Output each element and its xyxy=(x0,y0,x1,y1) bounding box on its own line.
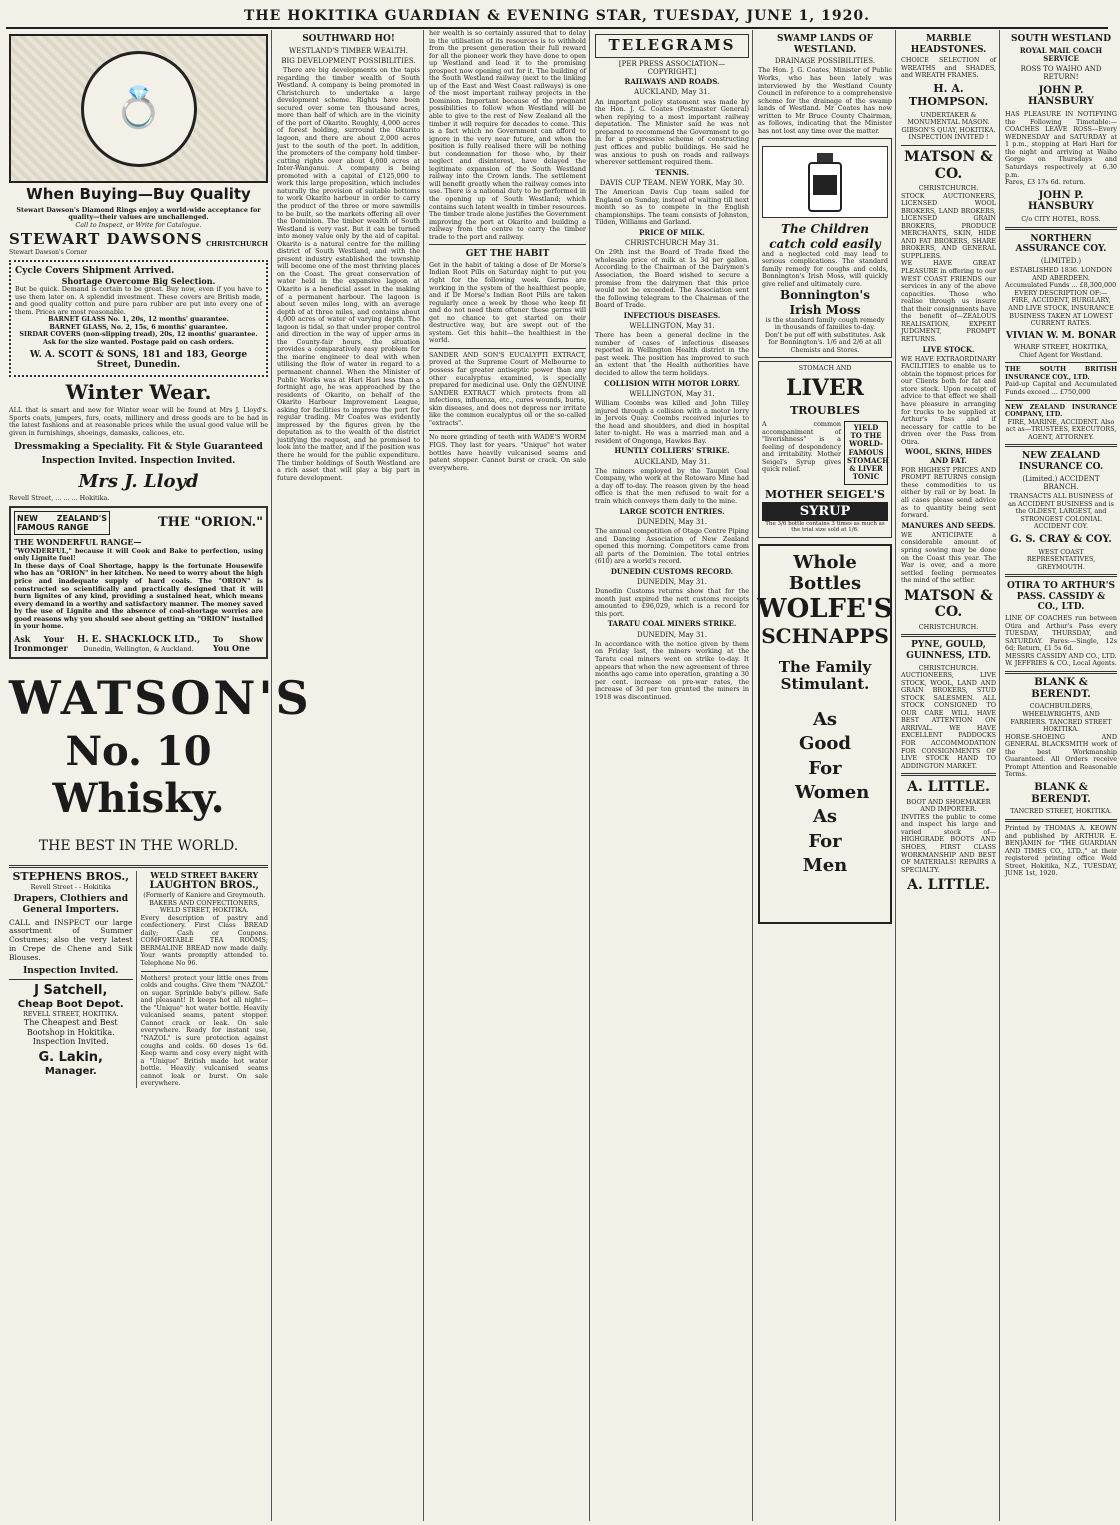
winter-addr: Revell Street, ... ... ... Hokitika. xyxy=(9,493,110,502)
pyne-body: AUCTIONEERS, LIVE STOCK, WOOL, LAND AND GRAIN BROKERS, STUD STOCK SALESMEN. ALL STOCK CONSIGNED TO OUR CARE WILL HAVE BEST ATTENTION ON ARRIVAL. WE HAVE EXCELLENT PADDOCKS FOR ACCOMMODATION FOR CONSIGNMENTS OF LIVE STOCK HAND TO ADDINGTON MARKET. xyxy=(901,671,996,770)
sb-body: Paid-up Capital and Accumulated Funds exceed ... £750,000 xyxy=(1005,380,1117,396)
little-2: A. LITTLE. xyxy=(907,877,990,894)
t1-place: AUCKLAND, May 31. xyxy=(634,88,710,97)
scotch-body: The annual competition of Otago Centre Piping and Dancing Association of New Zealand opened this morning. Competitors came from all parts of the Dominion. The total entries (610) are a world's record. xyxy=(595,527,749,566)
tennis-body: The American Davis Cup team sailed for England on Sunday, instead of waiting till next month so as to compete in the English championships. The team consists of Johnston, Tilden, Williams and Garland. xyxy=(595,188,749,227)
liver-2: LIVER xyxy=(786,375,864,402)
matson-2: MATSON & CO. xyxy=(904,587,993,621)
dawson-headline: When Buying—Buy Quality xyxy=(26,185,251,203)
orion-body: In these days of Coal Shortage, happy is the fortunate Housewife who has an "ORION" in her kitchen. No need to worry about the high price and inadequate supply of hard coals. The "ORION" is constructed so scientifically and practically designed that it will burn lignites of any kind, providing a sustained heat, which means every demand in a worthy and satisfactory manner. The money saved by the use of Lignite and the absence of coal-shortage worries are good reasons why you should see about getting an "ORION" installed in your home. xyxy=(14,561,263,631)
hansbury-sig: JOHN P. HANSBURY xyxy=(1028,189,1094,213)
inf-body: There has been a general decline in the number of cases of infectious diseases reported in Wellington Health district in the past week. The position has improved to such an extent that the Health authorities have decided to allow the term holidays. xyxy=(595,331,749,377)
scott-line3: SIRDAR COVERS (non-slipping tread), 20s, 12 months' guarantee. xyxy=(19,330,258,339)
satchell-name: J Satchell, xyxy=(34,983,108,999)
matson-city: CHRISTCHURCH. xyxy=(918,184,979,193)
satchell-body: The Cheapest and Best Bootshop in Hokitika. Inspection Invited. xyxy=(23,1018,118,1046)
scott-sub: Shortage Overcome Big Selection. xyxy=(61,275,216,286)
marble-body: CHOICE SELECTION of WREATHS and SHADES, and WREATH FRAMES. xyxy=(901,56,996,80)
dawson-ornament-image xyxy=(9,34,268,183)
matson-body2: WE HAVE GREAT PLEASURE in offering to our WEST COAST FRIENDS our services in any of the above capacities. Those who realise through us insure that their consignments have the benefit of—ZEALOUS REALISATION, EXPERT JUDGMENT, PROMPT RETURNS. xyxy=(901,259,996,343)
dawson-city: CHRISTCHURCH xyxy=(206,240,268,249)
bonar-addr: WHARF STREET, HOKITIKA, Chief Agent for Westland. xyxy=(1013,343,1109,359)
bonnington-ad xyxy=(758,138,892,358)
nac-sub: (LIMITED.) xyxy=(1040,257,1082,266)
scotch-place: DUNEDIN, May 31. xyxy=(637,517,707,526)
nac-body: EVERY DESCRIPTION OF:— FIRE, ACCIDENT, BURGLARY, AND LIVE STOCK, INSURANCE BUSINESS TAKEN AT LOWEST CURRENT RATES. xyxy=(1008,288,1114,328)
seigel-3: The 3/6 bottle contains 3 times as much as the trial size sold at 1/6. xyxy=(765,521,885,534)
column-6 xyxy=(898,30,1000,1521)
column-5 xyxy=(755,30,896,1521)
southward-continued: her wealth is so certainly assured that to delay in the utilisation of its resources is to withhold from the present generation their full reward for all the pioneer work they have done to open up Westland and lead it to the promising prospect now opening out for it. The building of the South Westland railway (next to the linking up of the East and West Coast railways) is one of the most important railway projects in the Dominion. Important because of the pregnant possibilities to follow when Westland will be able to give to the rest of New Zealand all the timber it will require for decades to come. This is a fact which no Government can afford to ignore in the very near future, and when the position is fully realised there will be nothing but condemnation for those who, by their neglect and disinterest, have delayed the legitimate expansion of the South Westland railway into the Crown lands. The settlement will benefit greatly when the railway comes into use. There is a national duty to be performed in the opening up of South Westland; which contains such latent wealth in timber resources. The timber trade alone justifies the Government improving the port at Okarito and building a railway from the centre to carry the timber trade to the port and railway. xyxy=(429,29,586,241)
liver-1: STOMACH AND xyxy=(798,364,852,373)
seigel-2: SYRUP xyxy=(762,502,888,521)
dawson-name: STEWART DAWSONS xyxy=(9,230,203,249)
lorry-body: William Coombs was killed and John Tilley injured through a collision with a motor lorry in Jervois Quay. Coombs received injuries to the head and shoulders, and died in hospital later to-night. He was a married man and a resident of Ongonga, Hawkes Bay. xyxy=(595,399,749,445)
liver-body: A common accompaniment of "liverishness" is a feeling of despondency and irritability. Mother Seigel's Syrup gives quick relief. xyxy=(762,419,841,474)
milk-head: PRICE OF MILK. xyxy=(639,227,705,237)
orion-show: To Show You One xyxy=(212,633,263,654)
huntly-head: HUNTLY COLLIERS' STRIKE. xyxy=(614,446,730,456)
bonnington-sub: is the standard family cough remedy in thousands of families to-day. xyxy=(765,315,885,332)
scott-line1: BARNET GLASS No. 1, 20s, 12 months' guarantee. xyxy=(48,315,229,324)
matson-1: MATSON & CO. xyxy=(904,148,993,182)
blank-2: BLANK & BERENDT. xyxy=(1031,781,1091,805)
telegrams-heading: TELEGRAMS xyxy=(595,34,749,58)
sb-head: THE SOUTH BRITISH INSURANCE COY., LTD. xyxy=(1005,365,1117,381)
orion-quote: "WONDERFUL," because it will Cook and Bake to perfection, using only Lignite fuel! xyxy=(14,546,263,563)
orion-name: THE "ORION." xyxy=(157,515,263,531)
stephens-trade: Drapers, Clothiers and General Importers. xyxy=(13,894,128,915)
scotch-head: LARGE SCOTCH ENTRIES. xyxy=(619,506,725,516)
wool-head: WOOL, SKINS, HIDES AND FAT. xyxy=(905,447,992,465)
scott-ad xyxy=(9,260,268,377)
column-3 xyxy=(426,30,590,1521)
scott-name: W. A. SCOTT & SONS, 181 and 183, George Street, Dunedin. xyxy=(29,349,248,371)
children-title: The Children catch cold easily xyxy=(769,222,881,251)
orion-ask: Ask Your Ironmonger xyxy=(14,633,68,654)
customs-body: Dunedin Customs returns show that for the month just expired the nett customs receipts amounted to £96,029, which is a record for this port. xyxy=(595,587,749,618)
otira-body: LINE OF COACHES run between Otira and Arthur's Pass every TUESDAY, THURSDAY, and SATURDAY. Fares:—Single, 12s 6d; Return, £1 5s 6d. xyxy=(1005,614,1117,653)
bakery-name: LAUGHTON BROS., xyxy=(149,880,260,892)
manures-head: MANURES AND SEEDS. xyxy=(901,520,996,530)
pyne-city: CHRISTCHURCH. xyxy=(918,663,979,672)
scott-line4: Ask for the size wanted. Postage paid on cash orders. xyxy=(43,337,234,346)
t1-body: An important policy statement was made by the Hon. J. G. Coates (Postmaster General) when replying to a most important railway deputation. The Minister said he was not prepared to recommend the Government to go in for a progressive scheme of constructing just offices and public buildings. He said he was anxious to push on roads and railways wherever settlement required them. xyxy=(595,97,749,167)
manures-body: WE ANTICIPATE a considerable amount of spring sowing may be done on the Coast this year. The War is over, and a more settled feeling permeates the mind of the settler. xyxy=(901,530,996,585)
winter-name: Mrs J. Lloyd xyxy=(78,470,199,492)
satchell-mgr-name: G. Lakin, xyxy=(38,1050,103,1066)
blank-1: BLANK & BERENDT. xyxy=(1031,676,1091,700)
customs-head: DUNEDIN CUSTOMS RECORD. xyxy=(610,566,734,576)
stephens-body: CALL and INSPECT our large assortment of Summer Costumes; also the very latest in Crepe de Chene and Silk Blouses. xyxy=(9,917,133,962)
orion-firm: H. E. SHACKLOCK LTD., xyxy=(76,635,201,646)
bakery-body: Every description of pastry and confectionery. First Class BREAD daily; Cash or Coupons. COMFORTABLE TEA ROOMS; BERMALINE BREAD now made daily. Your wants promptly attended to. Telephone No 96. xyxy=(140,913,268,968)
winter-body: ALL that is smart and new for Winter wear will be found at Mrs J. Lloyd's. Sports coats, jumpers, furs, coats, millinery and dress goods are to be had in the latest fashions and at reasonable prices while the usual good value will be given in furnishings, shoeings, damasks, calicoes, etc. xyxy=(9,406,268,437)
blank-body2: HORSE-SHOEING AND GENERAL BLACKSMITH work of the best Workmanship Guaranteed. All Orders receive Prompt Attention and Reasonable Terms. xyxy=(1005,732,1117,779)
hansbury-fares: Fares, £3 17s 6d. return. xyxy=(1005,178,1086,187)
seigel-1: MOTHER SEIGEL'S xyxy=(765,487,885,501)
pyne-1: PYNE, GOULD, GUINNESS, LTD. xyxy=(906,640,991,661)
satchell-trade: Cheap Boot Depot. xyxy=(17,998,124,1010)
taratu-body: In accordance with the notice given by them on Friday last, the miners working at the Taratu coal miners went on strike to-day. It appears that when the new agreement of three months ago came into operation, granting a 30 per cent. increase on pre-war rates, the increase of 3d per ton granted the miners in 1918 was discontinued. xyxy=(595,639,749,701)
southward-sub2: BIG DEVELOPMENT POSSIBILITIES. xyxy=(281,56,416,65)
tennis-sub: DAVIS CUP TEAM. NEW YORK, May 30. xyxy=(599,178,745,187)
bonar: VIVIAN W. M. BONAR xyxy=(1005,330,1117,341)
t1-head: RAILWAYS AND ROADS. xyxy=(624,77,720,87)
bakery-formerly: (Formerly of Kaniere and Greymouth. xyxy=(143,891,266,900)
masthead-title: THE HOKITIKA GUARDIAN & EVENING STAR, TUESDAY, JUNE 1, 1920. xyxy=(6,4,1108,29)
bakery-trade: BAKERS AND CONFECTIONERS, WELD STREET, HOKITIKA. xyxy=(149,898,260,915)
dawson-call: Call to Inspect, or Write for Catalogue. xyxy=(75,220,202,229)
sanders-body: SANDER AND SON'S EUCALYPTI EXTRACT, proved at the Supreme Court of Melbourne to possess far greater antiseptic power than any other eucalyptus examined, is specially prepared for medicinal use. Only the GENUINE SANDER EXTRACT which protects from all infections, influenza, etc., cures wounds, burns, skin diseases, and does not depress nor irritate like the common eucalyptus oil or the so-called "extracts". xyxy=(429,350,586,427)
nz-body: FIRE, MARINE, ACCIDENT. Also act as—TRUSTEES, EXECUTORS, AGENT, ATTORNEY. xyxy=(1005,417,1117,441)
little-sub: BOOT AND SHOEMAKER AND IMPORTER. xyxy=(906,797,991,814)
stephens-name: STEPHENS BROS., xyxy=(12,869,130,883)
swamp-head: SWAMP LANDS OF WESTLAND. xyxy=(776,34,874,55)
bonnington-ask: Don't be put off with substitutes. Ask for Bonnington's. 1/6 and 2/6 at all Chemists and Stores. xyxy=(764,330,886,354)
watson-3: THE BEST IN THE WORLD. xyxy=(38,838,239,855)
matson-city2: CHRISTCHURCH. xyxy=(918,622,979,631)
hansbury-body: HAS PLEASURE IN NOTIFYING the Following Timetable:— COACHES LEAVE ROSS—Every WEDNESDAY and SATURDAY at 1 p.m., stopping at Hari Hari for the night and arriving at Waiho Gorge on Thursdays and Saturdays respectively at 6.30 p.m. xyxy=(1005,110,1117,179)
winter-inspect: Inspection Invited. Inspection Invited. xyxy=(41,456,236,467)
column-2 xyxy=(274,30,424,1521)
huntly-place: AUCKLAND, May 31. xyxy=(634,457,710,466)
nac-est: ESTABLISHED 1836. LONDON AND ABERDEEN. xyxy=(1009,266,1113,282)
wolfe-5: As Good For Women As For Men xyxy=(795,709,870,876)
scott-line2: BARNET GLASS, No. 2, 15s, 6 months' guarantee. xyxy=(49,322,228,331)
column-4 xyxy=(592,30,753,1521)
customs-place: DUNEDIN, May 31. xyxy=(637,578,707,586)
telegrams-press: [PER PRESS ASSOCIATION—COPYRIGHT.] xyxy=(618,59,726,76)
winter-line: Dressmaking a Speciality. Fit & Style Guaranteed xyxy=(14,441,263,452)
southward-sub1: WESTLAND'S TIMBER WEALTH. xyxy=(289,46,408,55)
stephens-addr: Revell Street - - Hokitika xyxy=(30,882,111,891)
live-body: WE HAVE EXTRAORDINARY FACILITIES to enable us to obtain the topmost prices for our Clients both for fat and store stock. Upon receipt of advice to that effect we shall have pleasure in arranging for trucks to be supplied at Arthur's Pass and if necessary for cattle to be driven over the Pass from Otira. xyxy=(901,354,996,446)
wolfe-1: Whole Bottles xyxy=(788,551,862,595)
nac-head: NORTHERN ASSURANCE COY. xyxy=(1015,233,1107,255)
inf-head: INFECTIOUS DISEASES. xyxy=(623,310,721,320)
wolfe-ad xyxy=(758,544,892,924)
stephens-invite: Inspection Invited. xyxy=(23,965,119,976)
little-body: INVITES the public to come and inspect his large and varied stock of—HIGHGRADE BOOTS AND SHOES, FIRST CLASS WORKMANSHIP AND BEST OF MATERIALS! REPAIRS A SPECIALTY. xyxy=(901,812,996,874)
taratu-place: DUNEDIN, May 31. xyxy=(637,630,707,639)
watson-2: No. 10 Whisky. xyxy=(52,727,225,823)
orion-ad xyxy=(9,506,268,659)
nazol-body: Mothers! protect your little ones from colds and coughs. Give them "NAZOL" on sugar. Sprinkle baby's pillow. Safe and pleasant! It keeps hot all night—the "Unique" hot water bottle. Heavily vulcanised seams, patent stopper. Cannot crack or leak. On sale everywhere. Ready for instant use, "NAZOL" is sure protection against coughs and colds. 60 doses 1s 6d. Keep warm and cosy every night with a "Unique" British made hot water bottle. Heavily vulcanised seams cannot leak or burst. On sale everywhere. xyxy=(140,973,268,1088)
column-7 xyxy=(1002,30,1120,1521)
orion-firm-addr: Dunedin, Wellington, & Auckland. xyxy=(83,644,194,653)
imprint: Printed by THOMAS A. KEOWN and published by ARTHUR E. BENJAMIN for "THE GUARDIAN AND TIMES CO., LTD.," at their registered printing office Weld Street, Hokitika, N.Z., TUESDAY, JUNE 1st, 1920. xyxy=(1005,824,1117,878)
thompson-addr: GIBSON'S QUAY, HOKITIKA. INSPECTION INVITED ! xyxy=(901,125,996,142)
southward-heading: SOUTHWARD HO! xyxy=(302,34,395,44)
unique-body: No more grinding of teeth with WADE'S WORM FIGS. They last for years. "Unique" hot water bottles have heavily vulcanised seams and patent stopper. Cannot burst or crack. On sale everywhere. xyxy=(429,433,586,472)
bakery-title: WELD STREET BAKERY xyxy=(150,869,259,880)
orion-tag: NEW ZEALAND'S FAMOUS RANGE xyxy=(14,511,110,536)
wolfe-3: SCHNAPPS xyxy=(761,624,889,649)
liver-side: YIELD TO THE WORLD-FAMOUS STOMACH & LIVER TONIC xyxy=(844,421,888,485)
bottle-icon xyxy=(762,146,888,218)
lorry-place: WELLINGTON, May 31. xyxy=(629,389,715,398)
swamp-sub: DRAINAGE POSSIBILITIES. xyxy=(774,57,876,66)
watson-1: WATSON'S xyxy=(9,670,312,725)
dawson-corner: Stewart Dawson's Corner xyxy=(9,249,88,257)
inf-place: WELLINGTON, May 31. xyxy=(629,321,715,330)
wolfe-2: WOLFE'S xyxy=(757,594,893,625)
sw-head: SOUTH WESTLAND xyxy=(1010,34,1112,44)
otira-head: OTIRA TO ARTHUR'S PASS. CASSIDY & CO., LTD. xyxy=(1006,581,1116,613)
satchell-mgr: Manager. xyxy=(44,1065,97,1077)
blank-addr: TANCRED STREET, HOKITIKA. xyxy=(1010,807,1112,816)
tennis-head: TENNIS. xyxy=(655,167,689,177)
nz2-sub: (Limited.) ACCIDENT BRANCH. xyxy=(1022,474,1100,491)
marble-head: MARBLE HEADSTONES. xyxy=(910,34,987,55)
nz2-head: NEW ZEALAND INSURANCE CO. xyxy=(1018,451,1104,472)
bonnington-name: Bonnington's Irish Moss xyxy=(780,288,870,317)
liver-3: TROUBLES xyxy=(790,403,860,417)
wolfe-4: The Family Stimulant. xyxy=(778,657,872,694)
blank-body: COACHBUILDERS, WHEELWRIGHTS, AND FARRIERS. TANCRED STREET HOKITIKA. xyxy=(1010,702,1112,734)
get-the-habit-body: Get in the habit of taking a dose of Dr Morse's Indian Root Pills on Saturday night to put you right for the following week. Germs are working in the system of the healthiest people, and if Dr Morse's Indian Root Pills are taken regularly once a week by those who keep fit and do not need them oftener these germs will get no chance to get started on their destructive way, but are swept out of the system. Get this habit—the healthiest in the world. xyxy=(429,260,586,345)
sw-sub: ROYAL MAIL COACH SERVICE xyxy=(1019,45,1103,63)
taratu-head: TARATU COAL MINERS STRIKE. xyxy=(607,619,737,629)
otira-sig: MESSRS CASSIDY AND CO., LTD. W. JEFFRIES & CO., Local Agents. xyxy=(1005,651,1117,668)
column-grid xyxy=(6,29,1117,1521)
wool-body: FOR HIGHEST PRICES AND PROMPT RETURNS consign these commodities to us either by rail or by boat. In all cases please send advice as to quantity being sent forward. xyxy=(901,465,996,520)
gs-head: G. S. CRAY & COY. xyxy=(1010,533,1112,545)
seigel-ad xyxy=(758,361,892,537)
southward-body: There are big developments on the tapis regarding the timber wealth of South Westland. A company is being promoted in Christchurch to undertake a large development scheme. Rights have been secured over some ten thousand acres, more than half of which are in the vicinity of the port of Okarito. Roughly, 4,000 acres of forest holding, surround the Okarito lagoon, and there are about 2,000 acres just to the south of the port. In addition, the promoters of the company hold timber-cutting rights over about 4,000 acres at Inter-Wanganui. A company is being promoted with a capital of £125,000 to work this large proposition, which includes naturally the provision of suitable bottoms to work Okarito harbour in order to carry the product of the three or more sawmills to be built, so the markets offering all over the Dominion. The timber wealth of South Westland is very vast. But it can be turned into money value only by the aid of capital. Okarito is a natural centre for the milling district of South Westland, and with the present industry established the township will become one of the most thriving places on the Coast. The great conservation of water held in the expansive lagoon at Okarito is a beneficial asset in the making of a permanent harbour. The lagoon is about seven miles long, with an average depth of at three miles, and contains about 4,000 acres of water of varying depth. The lagoon is tidal, so that under proper control and direction in the way of upper arms in the County-fair hours, the situation provides a comparatively easy problem for the marine engineer to deal with when utilising the flow of water in regard to a permanent channel. When the Minister of Public Works was at Hari Hari less than a fortnight ago, he was approached by the residents of Okarito, on behalf of the Okarito Harbour Improvement League, asking for facilities to improve the port for regular trading. Mr Coates was evidently impressed by the figures given by the deputation as to the wealth of the district justifying the request, and he promised to look into the matter, and if the position was there he would for the public expenditure. The timber holdings of South Westland are a rich asset that will play a big part in future development. xyxy=(277,66,420,482)
little-1: A. LITTLE. xyxy=(907,779,990,796)
milk-body: On 29th inst the Board of Trade fixed the wholesale price of milk at 1s 3d per gallon. According to the Chairman of the Dairymen's Association, the Board wished to secure a promise from the dairymen that this price would not be exceeded. The Association sent the following telegram to the Chairman of the Board of Trade. xyxy=(595,248,749,310)
nac-funds: Accumulated Funds ... £8,300,000 xyxy=(1005,281,1117,290)
orion-wonderful: THE WONDERFUL RANGE— xyxy=(14,537,142,548)
hansbury: JOHN P. HANSBURY xyxy=(1028,84,1094,108)
children-body: and a neglected cold may lead to serious complications. The standard family remedy for coughs and colds, Bonnington's Irish Moss, will quickly give relief and ultimately cure. xyxy=(762,249,888,288)
scott-body: But be quick. Demand is certain to be great. Buy now, even if you have to use them later on. A splendid investment. These covers are British made, and good quality cotton and pure para rubber are put into every one of them. Prices are most reasonable. xyxy=(15,285,262,316)
nz2-body: TRANSACTS ALL BUSINESS of an ACCIDENT BUSINESS and is the OLDEST, LARGEST, and STRONGEST COLONIAL ACCIDENT COY. xyxy=(1008,492,1114,531)
gs-sub: WEST COAST REPRESENTATIVES, GREYMOUTH. xyxy=(1026,547,1096,571)
sw-route: ROSS TO WAIHO AND RETURN! xyxy=(1020,65,1102,82)
thompson: H. A. THOMPSON. xyxy=(908,81,989,108)
get-the-habit-heading: GET THE HABIT xyxy=(465,249,550,260)
dawson-body: Stewart Dawson's Diamond Rings enjoy a world-wide acceptance for quality—their values are unchallenged. xyxy=(16,205,261,222)
nz-head: NEW ZEALAND INSURANCE COMPANY, LTD. xyxy=(1005,402,1117,419)
winter-title: Winter Wear. xyxy=(65,379,212,404)
satchell-addr: REVELL STREET, HOKITIKA. xyxy=(22,1009,119,1018)
swamp-body: The Hon. J. G. Coates, Minister of Public Works, who has been lately was interviewed by the Westland County Council in reference to a comprehensive scheme for the drainage of the swamp lands of Westland. Mr Coates has now written to Mr Bruce County Chairman, as follows, indicating that the Minister has not lost any time over the matter. xyxy=(758,66,892,135)
milk-place: CHRISTCHURCH May 31. xyxy=(625,239,719,248)
scott-title: Cycle Covers Shipment Arrived. xyxy=(15,266,175,277)
matson-body: STOCK AUCTIONEERS, LICENSED WOOL BROKERS, LAND BROKERS, LICENSED GRAIN BROKERS, PRODUCE MERCHANTS, SKIN, HIDE AND FAT BROKERS, SHARE BROKERS, AND GENERAL SUPPLIERS. xyxy=(901,191,996,260)
ring-icon: 💍 xyxy=(81,51,197,167)
huntly-body: The miners employed by the Taupiri Coal Company, who work at the Rotowaro Mine had a day off to-day. The reason given by the head office is that the men refused to wait for a train which conveys them daily to the mine. xyxy=(595,466,749,505)
hansbury-addr: C/o CITY HOTEL, ROSS. xyxy=(1021,215,1101,224)
lorry-head: COLLISION WITH MOTOR LORRY. xyxy=(604,378,740,388)
live-head: LIVE STOCK. xyxy=(922,344,975,354)
column-1 xyxy=(6,30,312,1521)
thompson-sub: UNDERTAKER & MONUMENTAL MASON. xyxy=(907,110,990,127)
